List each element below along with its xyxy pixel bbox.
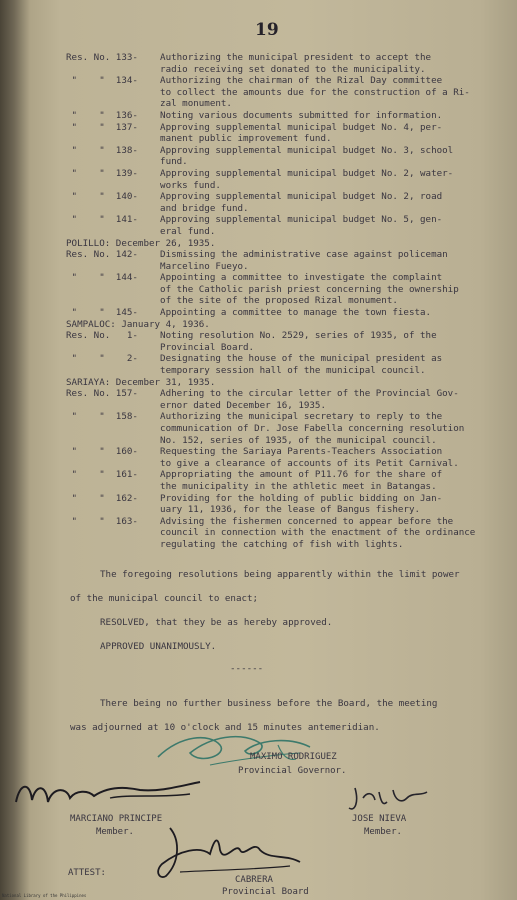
closing-paragraph-2b: was adjourned at 10 o'clock and 15 minutes antemeridian.: [70, 722, 380, 733]
approved-line: APPROVED UNANIMOUSLY.: [100, 641, 217, 652]
resolution-line: to give a clearance of accounts of its Petit Carnival.: [66, 457, 459, 469]
closing-paragraph-2a: There being no further business before the Board, the meeting: [100, 698, 438, 709]
resolution-line: zal monument.: [66, 98, 232, 110]
resolution-line: " " 134- Authorizing the chairman of the Rizal Day committee: [66, 75, 443, 87]
resolution-line: and bridge fund.: [66, 202, 249, 214]
member2-title: Member.: [364, 827, 402, 837]
resolution-line: Res. No. 142- Dismissing the administrative case against policeman: [66, 249, 448, 261]
governor-title: Provincial Governor.: [238, 766, 347, 776]
resolution-line: Res. No. 157- Adhering to the circular letter of the Provincial Gov-: [66, 388, 459, 400]
resolution-line: eral fund.: [66, 225, 216, 237]
resolution-line: works fund.: [66, 179, 221, 191]
resolution-line: " " 2- Designating the house of the municipal president as: [66, 353, 443, 365]
resolution-line: " " 160- Requesting the Sariaya Parents-Teachers Association: [66, 446, 443, 458]
resolution-line: " " 162- Providing for the holding of public bidding on Jan-: [66, 492, 443, 504]
resolution-line: council in connection with the enactment of the ordinance: [66, 527, 476, 539]
section-divider: ------: [230, 663, 264, 674]
resolution-line: No. 152, series of 1935, of the municipal council.: [66, 434, 437, 446]
resolutions-list: [66, 52, 496, 551]
secretary-title: Provincial Board: [222, 887, 309, 897]
governor-name: MAXIMO RODRIGUEZ: [250, 752, 337, 762]
closing-paragraph-1a: The foregoing resolutions being apparently within the limit power: [100, 569, 460, 580]
resolution-line: " " 141- Approving supplemental municipal budget No. 5, gen-: [66, 214, 443, 226]
resolution-line: Provincial Board.: [66, 341, 255, 353]
resolution-line: " " 158- Authorizing the municipal secretary to reply to the: [66, 411, 443, 423]
resolved-line: RESOLVED, that they be as hereby approved.: [100, 617, 333, 628]
resolution-line: manent public improvement fund.: [66, 133, 332, 145]
member2-name: JOSE NIEVA: [352, 814, 407, 824]
resolution-line: communication of Dr. Jose Fabella concerning resolution: [66, 423, 465, 434]
resolution-line: " " 138- Approving supplemental municipal budget No. 3, school: [66, 144, 454, 156]
resolution-line: " " 145- Appointing a committee to manage the town fiesta.: [66, 307, 432, 319]
secretary-name: CABRERA: [235, 875, 273, 885]
resolution-line: of the Catholic parish priest concerning the ownership: [66, 283, 459, 295]
resolution-line: to collect the amounts due for the construction of a Ri-: [66, 86, 470, 98]
secretary-signature-icon: [140, 820, 310, 884]
resolution-line: regulating the catching of fish with lights.: [66, 538, 404, 550]
member1-title: Member.: [96, 827, 134, 837]
resolution-line: " " 137- Approving supplemental municipal budget No. 4, per-: [66, 121, 443, 133]
resolution-line: Res. No. 1- Noting resolution No. 2529, series of 1935, of the: [66, 330, 437, 342]
footer-credit: National Library of the Philippines: [2, 893, 87, 898]
resolution-line: the municipality in the athletic meet in Batangas.: [66, 480, 437, 492]
resolution-line: " " 163- Advising the fishermen concerned to appear before the: [66, 515, 454, 527]
resolution-line: Marcelino Fueyo.: [66, 260, 249, 272]
member1-signature-icon: [10, 772, 210, 820]
member2-signature-icon: [345, 778, 435, 818]
resolution-line: radio receiving set donated to the municipality.: [66, 63, 426, 75]
resolution-line: " " 144- Appointing a committee to investigate the complaint: [66, 272, 443, 284]
resolution-line: ernor dated December 16, 1935.: [66, 399, 326, 411]
closing-paragraph-1b: of the municipal council to enact;: [70, 593, 259, 604]
resolution-line: SAMPALOC: January 4, 1936.: [66, 318, 210, 330]
attest-label: ATTEST:: [68, 868, 106, 878]
resolution-line: Res. No. 133- Authorizing the municipal president to accept the: [66, 52, 432, 63]
resolution-line: SARIAYA: December 31, 1935.: [66, 376, 216, 388]
resolution-line: of the site of the proposed Rizal monument.: [66, 295, 398, 307]
page-number: 19: [255, 20, 279, 40]
resolution-line: " " 139- Approving supplemental municipal budget No. 2, water-: [66, 167, 454, 179]
resolution-line: fund.: [66, 156, 188, 168]
resolution-line: uary 11, 1936, for the lease of Bangus fishery.: [66, 504, 421, 516]
resolution-line: " " 140- Approving supplemental municipal budget No. 2, road: [66, 191, 443, 203]
resolution-line: temporary session hall of the municipal council.: [66, 365, 426, 377]
resolution-line: POLILLO: December 26, 1935.: [66, 237, 216, 249]
member1-name: MARCIANO PRINCIPE: [70, 814, 163, 824]
resolution-line: " " 161- Appropriating the amount of P11.76 for the share of: [66, 469, 443, 481]
resolution-line: " " 136- Noting various documents submitted for information.: [66, 109, 443, 121]
